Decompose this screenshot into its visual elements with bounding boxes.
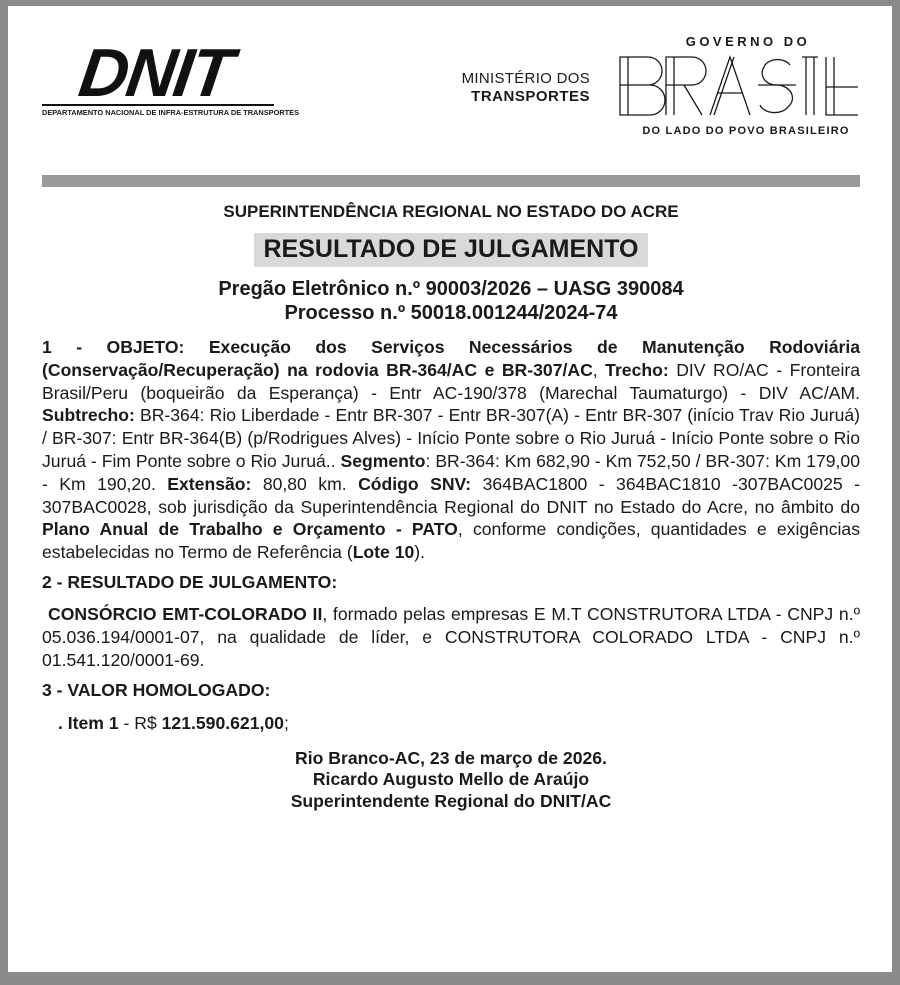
resultado-section-title: 2 - RESULTADO DE JULGAMENTO: bbox=[42, 571, 338, 592]
pregao-heading bbox=[42, 277, 860, 325]
processo-line: Processo n.º 50018.001244/2024-74 bbox=[284, 302, 618, 324]
item-line bbox=[42, 713, 860, 734]
item-value: 121.590.621,00 bbox=[161, 712, 284, 733]
governo-top-text: GOVERNO DO bbox=[685, 34, 811, 49]
signature-block bbox=[42, 748, 860, 813]
superintendencia-heading: SUPERINTENDÊNCIA REGIONAL NO ESTADO DO ACRE bbox=[223, 202, 679, 221]
objeto-part: , bbox=[592, 359, 606, 380]
ministerio-line2: TRANSPORTES bbox=[471, 88, 590, 105]
trecho-text: DIV RO/AC - Fronteira Brasil/Peru (boqueirão da Esperança) - Entr AC-190/378 (Marechal Taumaturgo) - DIV AC/AM. bbox=[42, 359, 860, 403]
dnit-logo-text: DNIT bbox=[74, 35, 236, 111]
objeto-lead: 1 - OBJETO: Execução dos Serviços Necessários de Manutenção Rodoviária (Conservação/Recuperação) na rodovia BR-364/AC e BR-307/AC bbox=[42, 337, 860, 380]
consorcio-text: , formado pelas empresas E M.T CONSTRUTORA LTDA - CNPJ n.º 05.036.194/0001-07, na qualidade de líder, e CONSTRUTORA COLORADO LTDA - CNPJ n.º 01.541.120/0001-69. bbox=[42, 603, 861, 670]
ministerio-line1: MINISTÉRIO DOS bbox=[461, 70, 590, 87]
extensao-label: Extensão: bbox=[167, 473, 252, 494]
dnit-subtitle: DEPARTAMENTO NACIONAL DE INFRA-ESTRUTURA DE TRANSPORTES bbox=[42, 104, 274, 117]
signature-date: Rio Branco-AC, 23 de março de 2026. bbox=[295, 747, 607, 768]
brasil-logo-graphic bbox=[618, 53, 860, 119]
objeto-paragraph bbox=[42, 336, 860, 564]
consorcio-name: CONSÓRCIO EMT-COLORADO II bbox=[48, 603, 323, 624]
subtrecho-text: BR-364: Rio Liberdade - Entr BR-307 - Entr BR-307(A) - Entr BR-307 (início Trav Rio Juruá) / BR-307: Entr BR-364(B) (p/Rodrigues Alves) - Início Ponte sobre o Rio Juruá - Início Ponte sobre o Rio Juruá - Fim Ponte sobre o Rio Juruá.. bbox=[42, 405, 860, 471]
segmento-label: Segmento bbox=[340, 450, 426, 471]
segmento-text: : BR-364: Km 682,90 - Km 752,50 / BR-307: Km 179,00 - Km 190,20. bbox=[42, 450, 860, 494]
title-wrap bbox=[42, 233, 860, 267]
lote-label: Lote 10 bbox=[352, 542, 415, 563]
item-end: ; bbox=[283, 712, 289, 733]
header-divider-bar bbox=[42, 175, 860, 187]
codigo-snv-label: Código SNV: bbox=[358, 473, 472, 494]
item-label: . Item 1 bbox=[58, 712, 119, 733]
pato-text: , conforme condições, quantidades e exigências estabelecidas no Termo de Referência ( bbox=[42, 519, 860, 563]
signature-name: Ricardo Augusto Mello de Araújo bbox=[312, 769, 590, 790]
governo-logo bbox=[614, 34, 864, 137]
pregao-line: Pregão Eletrônico n.º 90003/2026 – UASG 390084 bbox=[218, 278, 684, 300]
extensao-text: 80,80 km. bbox=[251, 473, 359, 494]
pato-label: Plano Anual de Trabalho e Orçamento - PATO bbox=[42, 519, 458, 540]
codigo-snv-text: 364BAC1800 - 364BAC1810 -307BAC0025 - 307BAC0028, sob jurisdição da Superintendência Regional do DNIT no Estado do Acre, no âmbito do bbox=[42, 473, 860, 517]
governo-tagline: DO LADO DO POVO BRASILEIRO bbox=[642, 125, 850, 137]
header bbox=[8, 6, 892, 172]
document-page bbox=[8, 6, 892, 972]
subtrecho-label: Subtrecho: bbox=[42, 405, 135, 426]
dnit-logo bbox=[42, 35, 300, 117]
trecho-label: Trecho: bbox=[605, 359, 669, 380]
document-title: RESULTADO DE JULGAMENTO bbox=[254, 233, 647, 267]
item-currency: - R$ bbox=[118, 712, 162, 733]
document-content bbox=[42, 195, 860, 812]
objeto-end: ). bbox=[414, 542, 426, 563]
ministerio-logo bbox=[426, 70, 590, 106]
consorcio-paragraph bbox=[42, 603, 860, 672]
signature-role: Superintendente Regional do DNIT/AC bbox=[290, 790, 612, 811]
valor-section-title: 3 - VALOR HOMOLOGADO: bbox=[42, 679, 271, 700]
